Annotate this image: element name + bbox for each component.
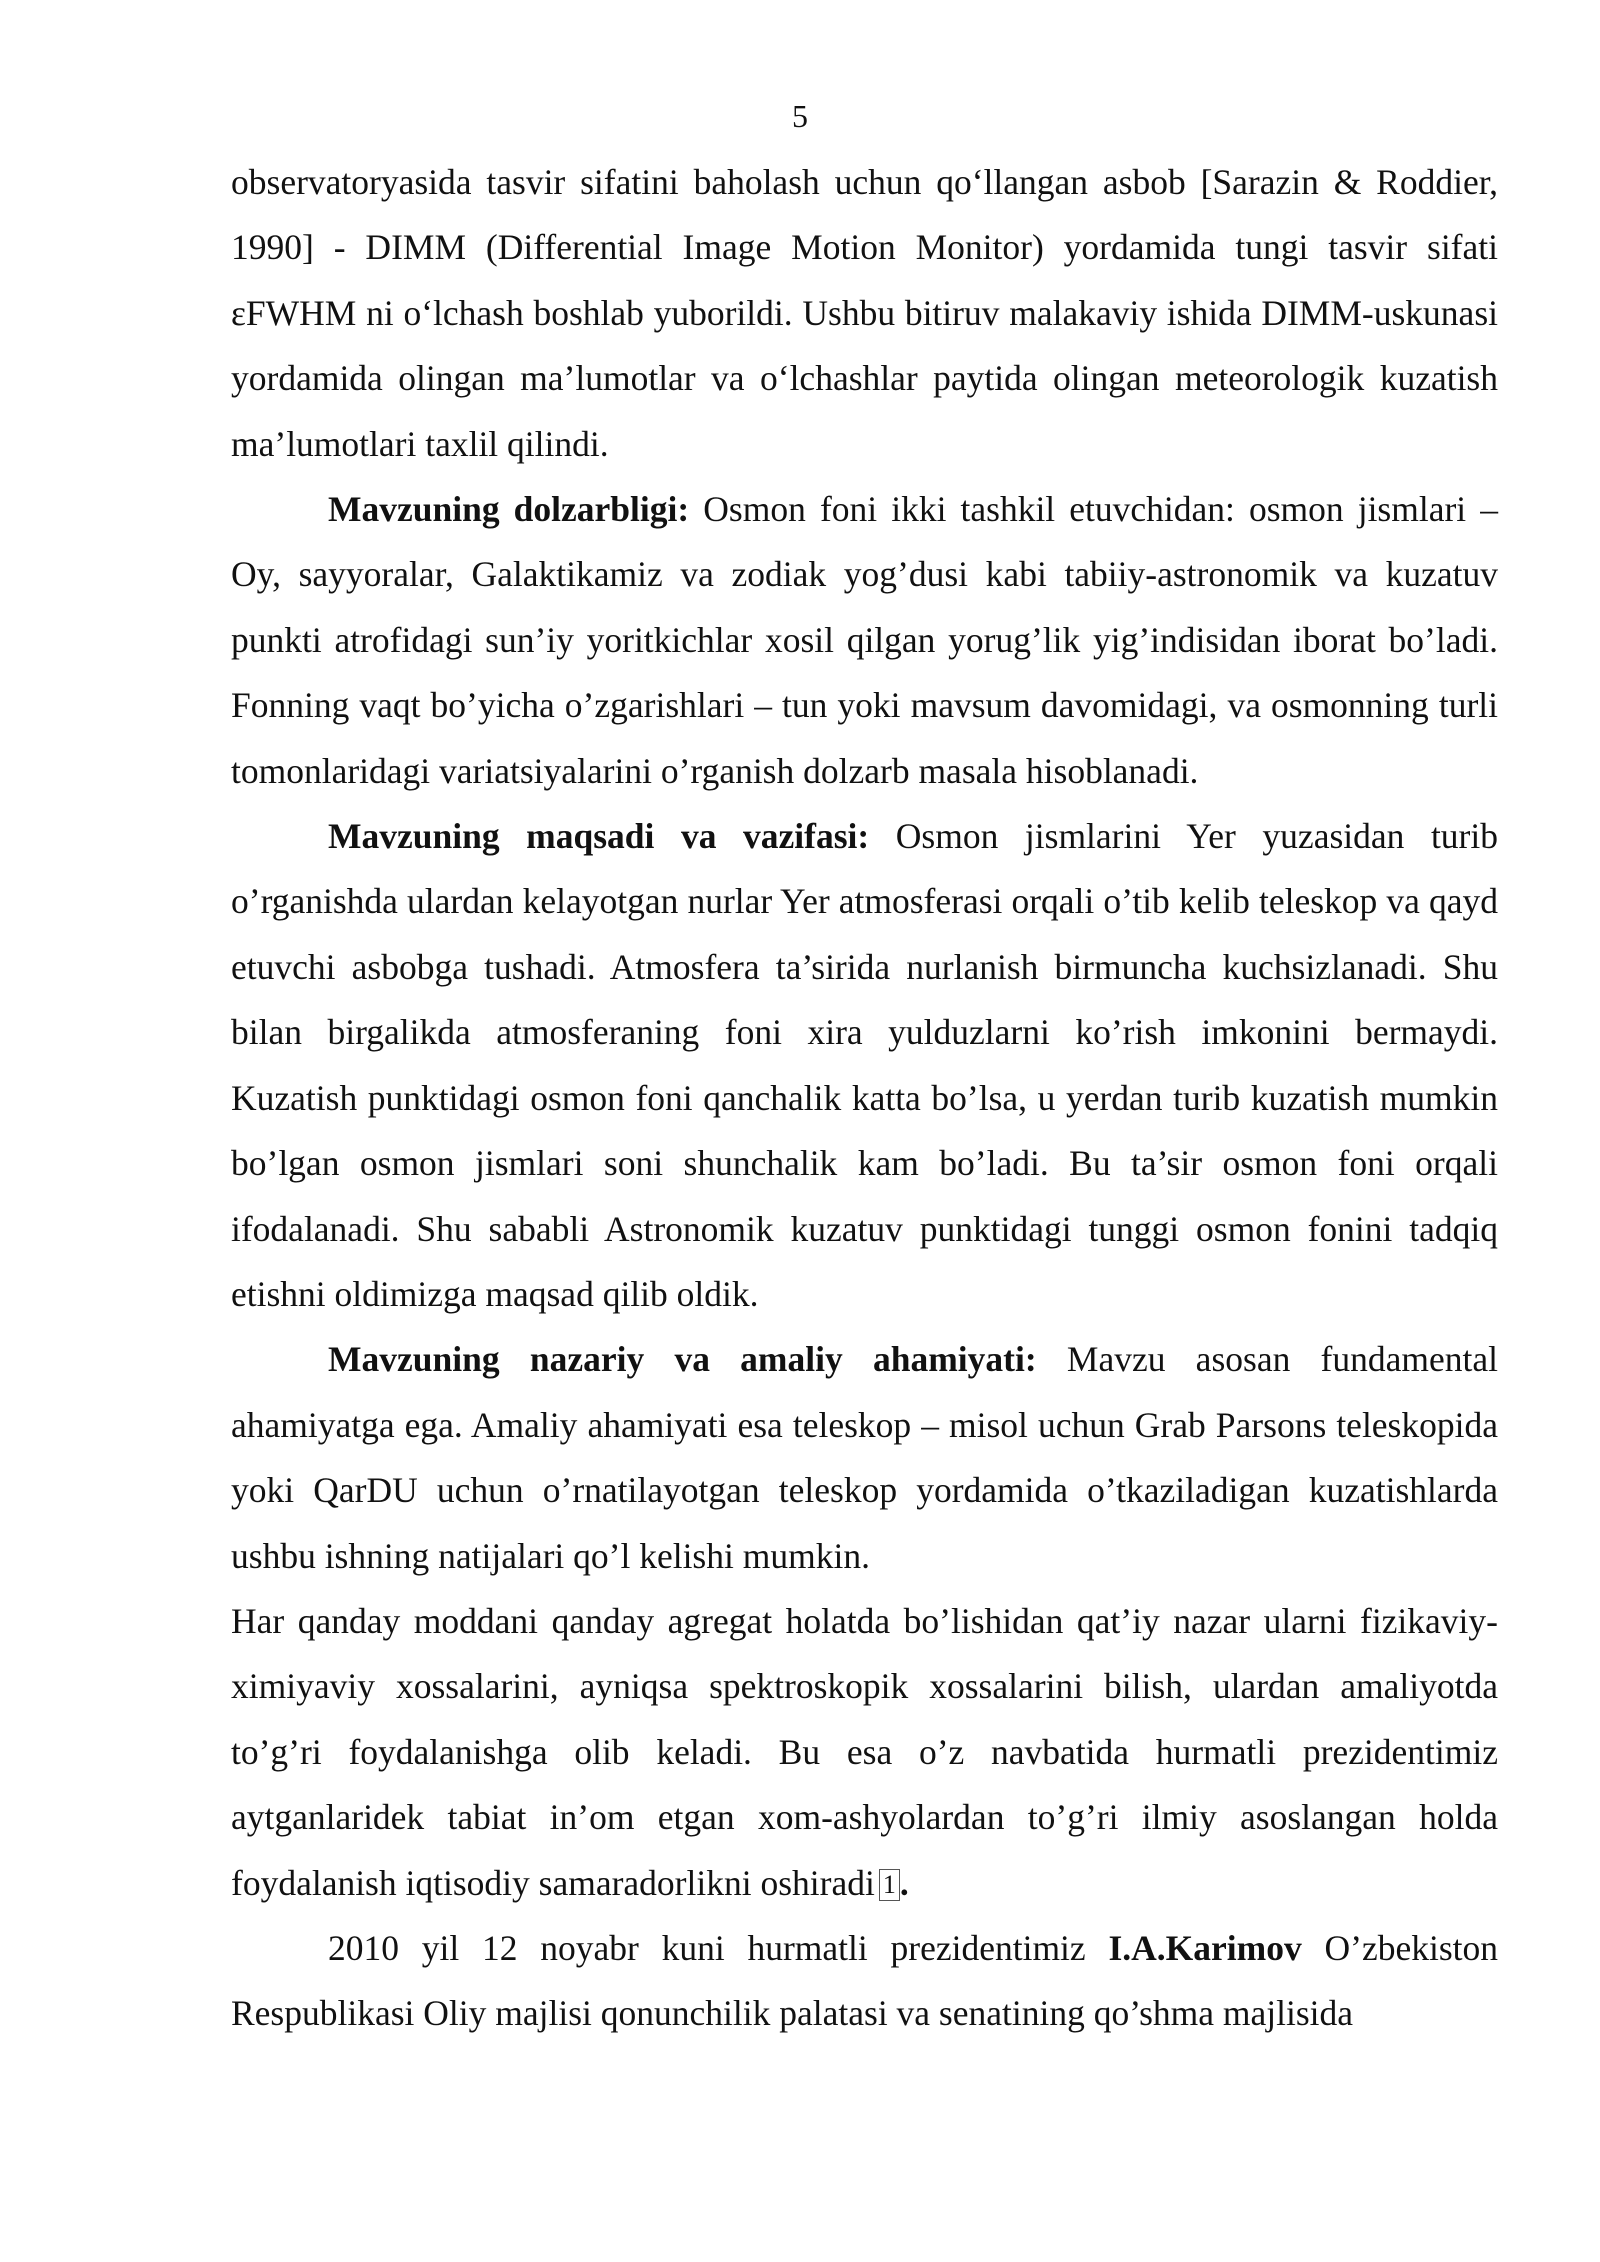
paragraph-karimov [231,1916,1498,2047]
page-number: 5 [792,98,808,134]
body-text [231,150,1498,2047]
goal-heading: Mavzuning maqsadi va vazifasi: [328,816,870,857]
paragraph-properties [231,1589,1498,1916]
karimov-text-after: O’zbekiston Respublikasi Oliy majlisi qonunchilik palatasi va senatining qo’shma majlisida [231,1927,1498,2034]
paragraph-significance [231,1327,1498,1589]
relevance-heading: Mavzuning dolzarbligi: [328,489,690,530]
relevance-text: Osmon foni ikki tashkil etuvchidan: osmon jismlari – Oy, sayyoralar, Galaktikamiz va zodiak yog’dusi kabi tabiiy-astronomik va kuzatuv punkti atrofidagi sun’iy yoritkichlar xosil qilgan yorug’lik yig’indisidan iborat bo’ladi. Fonning vaqt bo’yicha o’zgarishlari – tun yoki mavsum davomidagi, va osmonning turli tomonlaridagi variatsiyalarini o’rganish dolzarb masala hisoblanadi. [231,489,1498,791]
karimov-name: I.A.Karimov [1108,1927,1302,1968]
properties-text: Har qanday moddani qanday agregat holatda bo’lishidan qat’iy nazar ularni fizikaviy-ximiyaviy xossalarini, ayniqsa spektroskopik xossalarini bilish, ulardan amaliyotda to’g’ri foydalanishga olib keladi. Bu esa o’z navbatida hurmatli prezidentimiz aytganlaridek tabiat in’om etgan xom-ashyolardan to’g’ri ilmiy asoslangan holda foydalanish iqtisodiy samaradorlikni oshiradi [231,1600,1498,1903]
significance-text: Mavzu asosan fundamental ahamiyatga ega. Amaliy ahamiyati esa teleskop – misol uchun Grab Parsons teleskopida yoki QarDU uchun o’rnatilayotgan teleskop yordamida o’tkaziladigan kuzatishlarda ushbu ishning natijalari qo’l kelishi mumkin. [231,1339,1498,1576]
paragraph-goal [231,804,1498,1327]
citation-reference[interactable]: 1 [879,1869,900,1901]
paragraph-relevance [231,477,1498,804]
goal-text: Osmon jismlarini Yer yuzasidan turib o’rganishda ulardan kelayotgan nurlar Yer atmosferasi orqali o’tib kelib teleskop va qayd etuvchi asbobga tushadi. Atmosfera ta’sirida nurlanish birmuncha kuchsizlanadi. Shu bilan birgalikda atmosferaning foni xira yulduzlarni ko’rish imkonini bermaydi. Kuzatish punktidagi osmon foni qanchalik katta bo’lsa, u yerdan turib kuzatish mumkin bo’lgan osmon jismlari soni shunchalik kam bo’ladi. Bu ta’sir osmon foni orqali ifodalanadi. Shu sababli Astronomik kuzatuv punktidagi tunggi osmon fonini tadqiq etishni oldimizga maqsad qilib oldik. [231,816,1498,1314]
paragraph-observatory: observatoryasida tasvir sifatini baholash uchun qo‘llangan asbob [Sarazin & Roddier, 1990] - DIMM (Differential Image Motion Monitor) yordamida tungi tasvir sifati εFWHM ni o‘lchash boshlab yuborildi. Ushbu bitiruv malakaviy ishida DIMM-uskunasi yordamida olingan ma’lumotlar va o‘lchashlar paytida olingan meteorologik kuzatish ma’lumotlari taxlil qilindi. [231,162,1498,464]
karimov-text-before: 2010 yil 12 noyabr kuni hurmatli prezidentimiz [328,1927,1109,1968]
properties-end-period: . [899,1862,909,1903]
significance-heading: Mavzuning nazariy va amaliy ahamiyati: [328,1339,1037,1380]
